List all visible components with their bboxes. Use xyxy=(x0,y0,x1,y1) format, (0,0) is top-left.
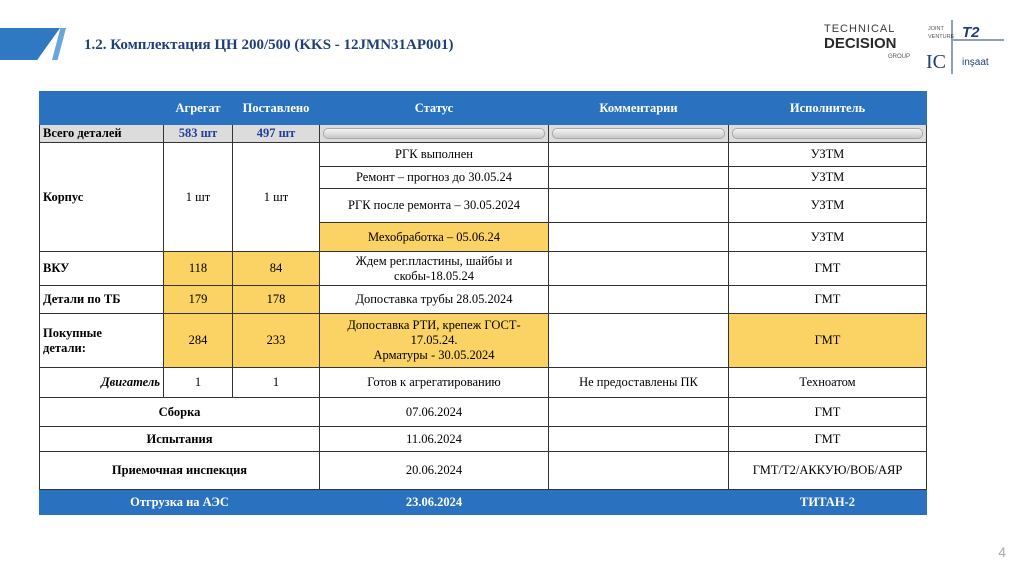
vku-status: Ждем рег.пластины, шайбы и скобы-18.05.24 xyxy=(320,252,549,286)
header-aggregate: Агрегат xyxy=(164,92,233,125)
table-header-row xyxy=(40,92,927,125)
tests-label: Испытания xyxy=(40,427,320,452)
purchased-status-2: 17.05.24. xyxy=(410,333,458,347)
tests-status: 11.06.2024 xyxy=(320,427,549,452)
korpus-executor-2: УЗТМ xyxy=(729,167,927,189)
purchased-status xyxy=(320,314,549,368)
purchased-aggregate: 284 xyxy=(164,314,233,368)
logo-line3: GROUP xyxy=(888,54,911,60)
vku-delivered: 84 xyxy=(233,252,320,286)
purchased-status-1: Допоставка РТИ, крепеж ГОСТ- xyxy=(347,318,521,332)
korpus-executor-3: УЗТМ xyxy=(729,189,927,223)
completion-table xyxy=(39,91,927,515)
korpus-executor-4: УЗТМ xyxy=(729,223,927,252)
logo-joint1: JOINT xyxy=(928,26,944,32)
total-status-bar xyxy=(320,125,549,143)
motor-aggregate: 1 xyxy=(164,368,233,398)
table-row xyxy=(40,368,927,398)
tests-comment xyxy=(549,427,729,452)
korpus-comment-4 xyxy=(549,223,729,252)
logo-ic: IC xyxy=(926,51,946,73)
header-executor: Исполнитель xyxy=(729,92,927,125)
header-empty xyxy=(40,92,164,125)
shipment-comment xyxy=(549,490,729,515)
table-row xyxy=(40,314,927,368)
korpus-delivered: 1 шт xyxy=(233,143,320,252)
total-comment-bar xyxy=(549,125,729,143)
inspection-comment xyxy=(549,452,729,490)
shipment-label: Отгрузка на АЭС xyxy=(40,490,320,515)
tb-aggregate: 179 xyxy=(164,286,233,314)
table-row xyxy=(40,252,927,286)
korpus-comment-2 xyxy=(549,167,729,189)
assembly-status: 07.06.2024 xyxy=(320,398,549,427)
header-comments: Комментарии xyxy=(549,92,729,125)
page-number: 4 xyxy=(998,544,1006,560)
tb-label: Детали по ТБ xyxy=(40,286,164,314)
shipment-executor: ТИТАН-2 xyxy=(729,490,927,515)
motor-comment: Не предоставлены ПК xyxy=(549,368,729,398)
header-status: Статус xyxy=(320,92,549,125)
motor-status: Готов к агрегатированию xyxy=(320,368,549,398)
header-stripe xyxy=(0,28,60,60)
korpus-status-1: РГК выполнен xyxy=(320,143,549,167)
inspection-label: Приемочная инспекция xyxy=(40,452,320,490)
header-delivered: Поставлено xyxy=(233,92,320,125)
total-executor-bar xyxy=(729,125,927,143)
korpus-label: Корпус xyxy=(40,143,164,252)
assembly-comment xyxy=(549,398,729,427)
tb-status: Допоставка трубы 28.05.2024 xyxy=(320,286,549,314)
korpus-comment-3 xyxy=(549,189,729,223)
table-row xyxy=(40,452,927,490)
motor-executor: Техноатом xyxy=(729,368,927,398)
purchased-label-1: Покупные xyxy=(43,325,102,340)
tb-delivered: 178 xyxy=(233,286,320,314)
logo-insaat: inşaat xyxy=(962,57,989,68)
page-title: 1.2. Комплектация ЦН 200/500 (KKS - 12JMN31AP001) xyxy=(84,37,454,53)
purchased-label xyxy=(40,314,164,368)
logo-t2: T2 xyxy=(962,24,980,41)
company-logo xyxy=(822,18,1007,76)
korpus-status-2: Ремонт – прогноз до 30.05.24 xyxy=(320,167,549,189)
motor-label: Двигатель xyxy=(40,368,164,398)
logo-line2: DECISION xyxy=(824,35,897,52)
purchased-status-3: Арматуры - 30.05.2024 xyxy=(373,348,495,362)
shipment-status: 23.06.2024 xyxy=(320,490,549,515)
tb-executor: ГМТ xyxy=(729,286,927,314)
total-label: Всего деталей xyxy=(40,125,164,143)
shipment-row xyxy=(40,490,927,515)
total-delivered: 497 шт xyxy=(233,125,320,143)
motor-delivered: 1 xyxy=(233,368,320,398)
korpus-status-3: РГК после ремонта – 30.05.2024 xyxy=(320,189,549,223)
inspection-status: 20.06.2024 xyxy=(320,452,549,490)
table-row xyxy=(40,143,927,167)
vku-executor: ГМТ xyxy=(729,252,927,286)
table-row xyxy=(40,427,927,452)
tb-comment xyxy=(549,286,729,314)
purchased-executor: ГМТ xyxy=(729,314,927,368)
table-row xyxy=(40,398,927,427)
assembly-label: Сборка xyxy=(40,398,320,427)
purchased-comment xyxy=(549,314,729,368)
korpus-aggregate: 1 шт xyxy=(164,143,233,252)
vku-aggregate: 118 xyxy=(164,252,233,286)
korpus-status-4: Мехобработка – 05.06.24 xyxy=(320,223,549,252)
tests-executor: ГМТ xyxy=(729,427,927,452)
assembly-executor: ГМТ xyxy=(729,398,927,427)
vku-comment xyxy=(549,252,729,286)
korpus-comment-1 xyxy=(549,143,729,167)
logo-line1: TECHNICAL xyxy=(824,23,896,35)
inspection-executor: ГМТ/Т2/АККУЮ/ВОБ/АЯР xyxy=(729,452,927,490)
logo-joint2: VENTURE xyxy=(928,34,955,40)
korpus-executor-1: УЗТМ xyxy=(729,143,927,167)
total-row xyxy=(40,125,927,143)
table-row xyxy=(40,286,927,314)
total-aggregate: 583 шт xyxy=(164,125,233,143)
vku-label: ВКУ xyxy=(40,252,164,286)
purchased-label-2: детали: xyxy=(43,340,86,355)
purchased-delivered: 233 xyxy=(233,314,320,368)
